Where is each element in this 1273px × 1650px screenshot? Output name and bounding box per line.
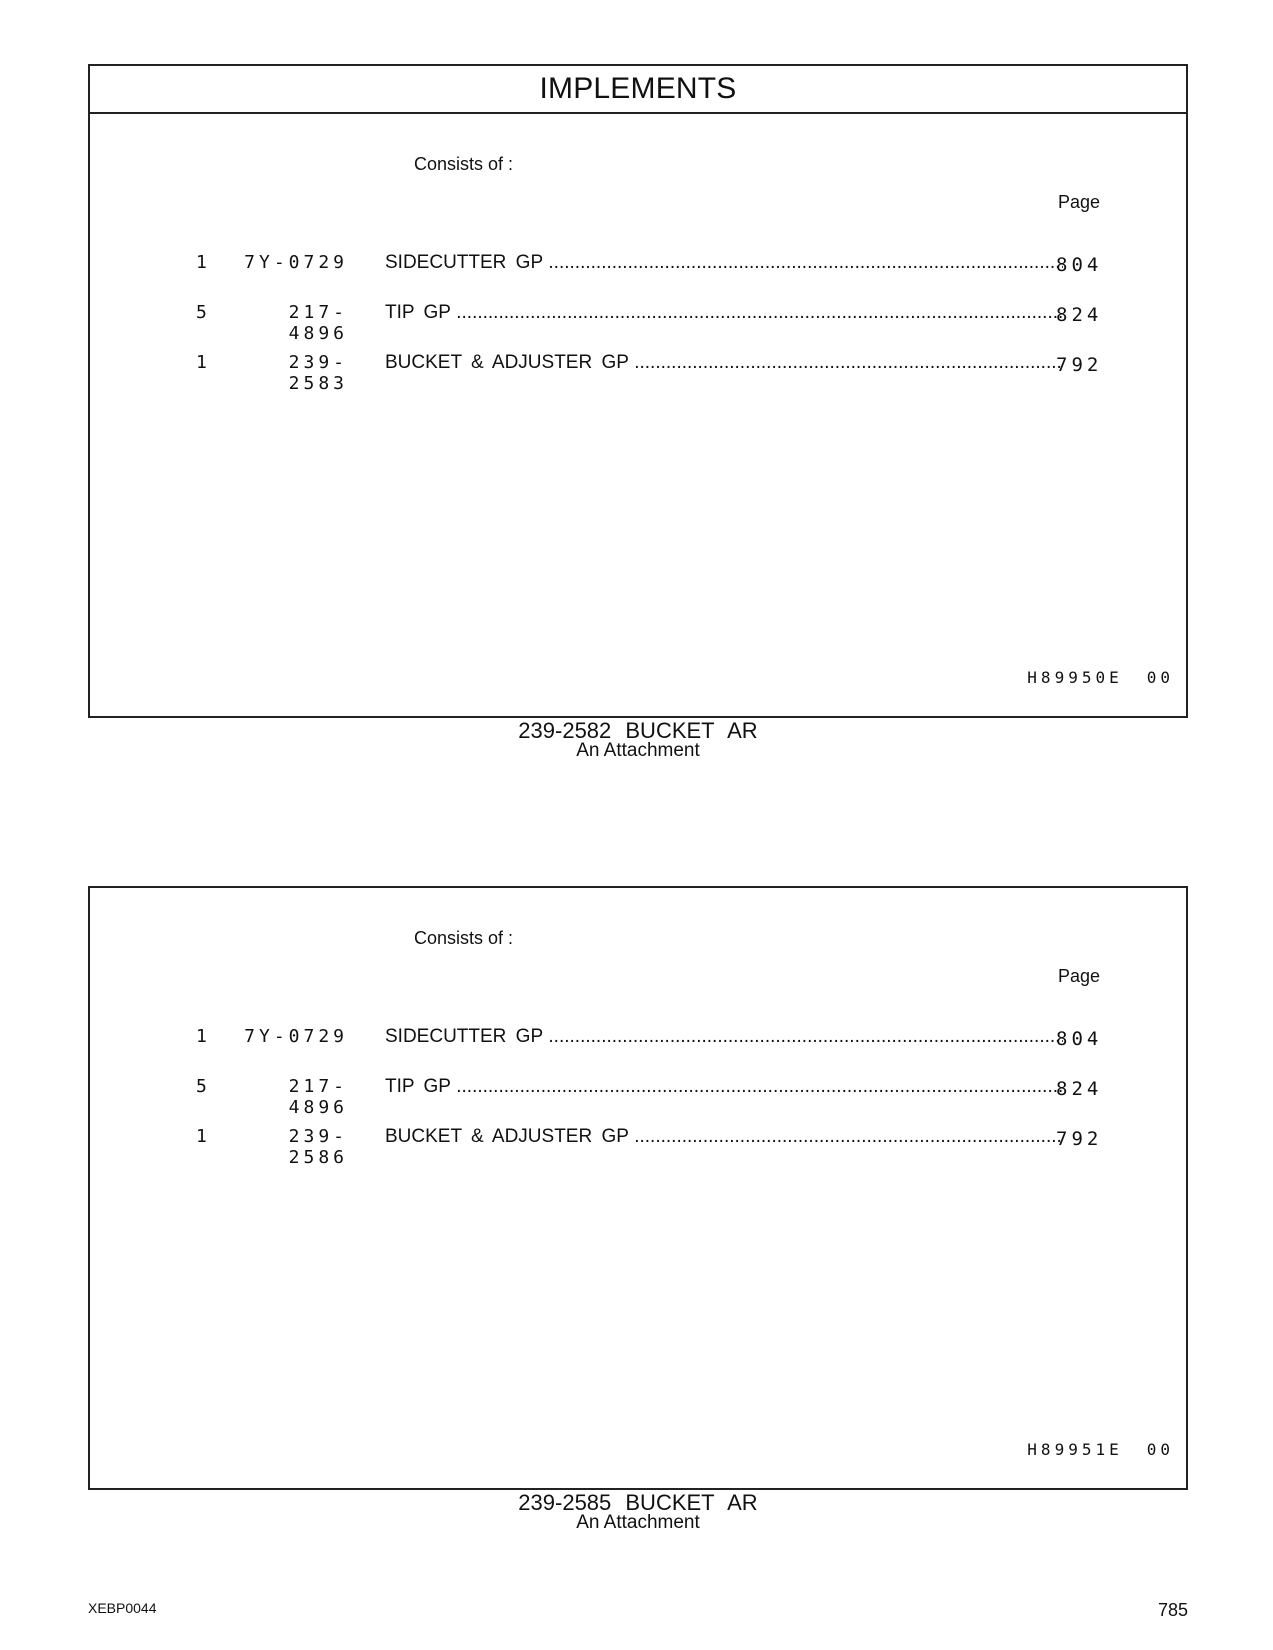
part-description: SIDECUTTER GP ..... xyxy=(385,1026,1063,1048)
part-number: 239-2583 xyxy=(288,352,348,394)
part-number: 7Y-0729 xyxy=(244,252,348,273)
reference-revision: 00 xyxy=(1146,1440,1174,1459)
parts-row xyxy=(90,302,1186,344)
part-description: TIP GP ..... xyxy=(385,302,1063,324)
page-number: 785 xyxy=(1157,1600,1188,1620)
document-code: XEBP0044 xyxy=(88,1600,157,1616)
quantity: 1 xyxy=(196,1026,207,1047)
quantity: 5 xyxy=(196,1076,207,1097)
part-number: 239-2586 xyxy=(288,1126,348,1168)
quantity: 1 xyxy=(196,252,207,273)
parts-row xyxy=(90,1026,1186,1056)
parts-section-2 xyxy=(88,886,1188,1490)
parts-row xyxy=(90,1126,1186,1168)
parts-section-1 xyxy=(88,64,1188,718)
part-description: BUCKET & ADJUSTER GP ..... xyxy=(385,352,1063,374)
section-title: IMPLEMENTS xyxy=(90,66,1186,114)
page-reference: 792 xyxy=(1056,1128,1103,1150)
illustration-reference xyxy=(1027,668,1174,687)
parts-row xyxy=(90,352,1186,394)
caption-title: 239-2585 BUCKET AR xyxy=(518,1490,758,1515)
illustration-reference xyxy=(1027,1440,1174,1459)
part-number: 217-4896 xyxy=(288,1076,348,1118)
page-column-header: Page xyxy=(1058,192,1101,212)
quantity: 1 xyxy=(196,1126,207,1147)
reference-revision: 00 xyxy=(1146,668,1174,687)
page-reference: 824 xyxy=(1056,304,1103,326)
page-reference: 824 xyxy=(1056,1078,1103,1100)
part-description: BUCKET & ADJUSTER GP ..... xyxy=(385,1126,1063,1148)
parts-row xyxy=(90,1076,1186,1118)
reference-code: H89951E xyxy=(1027,1440,1123,1459)
section-caption xyxy=(88,720,1188,760)
section-caption xyxy=(88,1492,1188,1532)
part-number: 7Y-0729 xyxy=(244,1026,348,1047)
page-reference: 792 xyxy=(1056,354,1103,376)
page-column-header: Page xyxy=(1058,966,1101,986)
parts-row xyxy=(90,252,1186,282)
page-reference: 804 xyxy=(1056,1028,1103,1050)
consists-of-label: Consists of : xyxy=(414,154,514,174)
page-reference: 804 xyxy=(1056,254,1103,276)
quantity: 5 xyxy=(196,302,207,323)
consists-of-label: Consists of : xyxy=(414,928,514,948)
reference-code: H89950E xyxy=(1027,668,1123,687)
part-description: TIP GP ..... xyxy=(385,1076,1063,1098)
caption-subtitle: An Attachment xyxy=(576,740,700,761)
quantity: 1 xyxy=(196,352,207,373)
caption-title: 239-2582 BUCKET AR xyxy=(518,718,758,743)
caption-subtitle: An Attachment xyxy=(576,1512,700,1533)
part-description: SIDECUTTER GP ..... xyxy=(385,252,1063,274)
part-number: 217-4896 xyxy=(288,302,348,344)
